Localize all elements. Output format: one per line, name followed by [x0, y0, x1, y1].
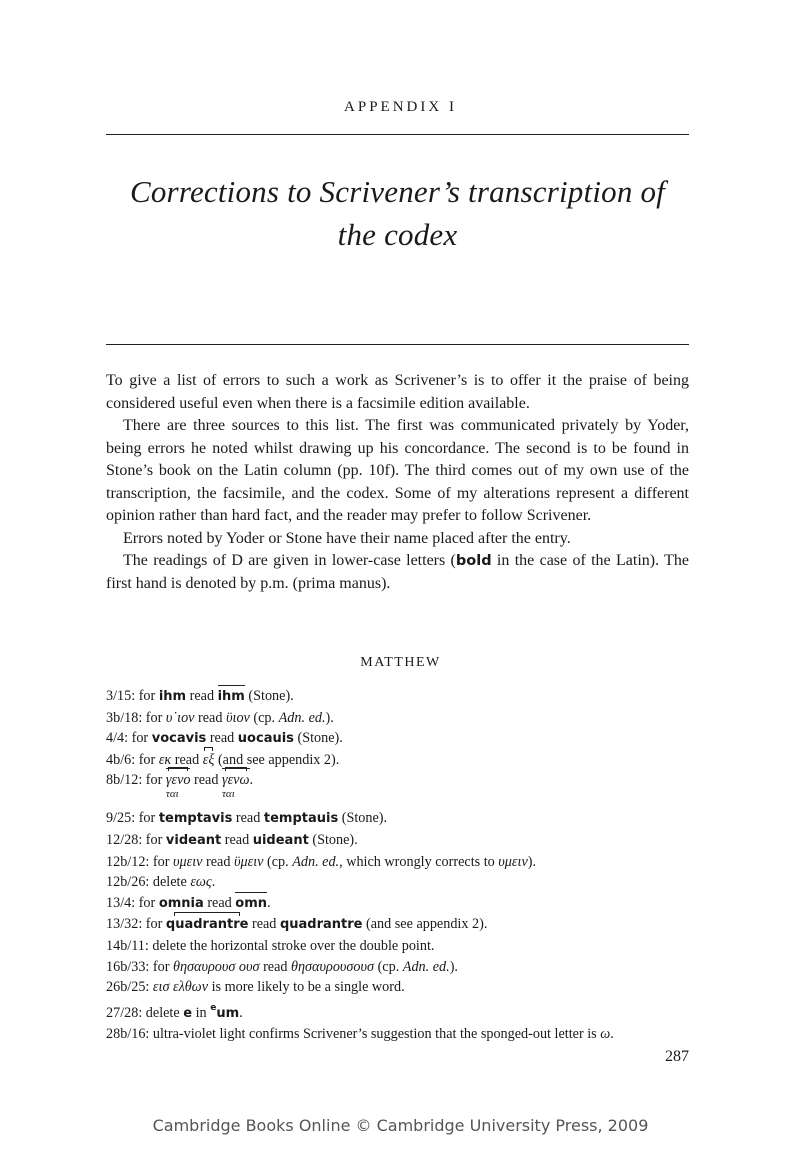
p4-bold: bold — [455, 553, 492, 569]
title-line-1: Corrections to Scrivener’s transcription of — [129, 174, 665, 209]
list-item: 16b/33: for θησαυρουσ ουσ read θησαυρουσουσ (cp. Adn. ed.). — [106, 958, 458, 975]
list-item: 27/28: delete e in $^e$um. — [106, 1002, 243, 1021]
list-item: 13/32: for quadrantre read quadrantre (and see appendix 2). — [106, 914, 706, 936]
title-rule — [106, 344, 689, 345]
list-item: 26b/25: εισ ελθων is more likely to be a single word. — [106, 979, 405, 996]
title-line-2: the codex — [337, 217, 458, 252]
list-item: 8b/12: for γενο ται read γενω ται . — [106, 772, 254, 801]
intro-paragraph-2: There are three sources to this list. The first was communicated privately by Yoder, being errors he noted whilst drawing up his concordance. The second is to be found in Stone’s book on the Latin column (pp. 10f). The third comes out of my own use of the transcription, the facsimile, and the codex. Some of my alterations represent a different opinion rather than hard fact, and the reader may prefer to follow Scrivener. — [106, 417, 689, 524]
list-item: 3b/18: for υ˙ιον read ϋιον (cp. Adn. ed.). — [106, 709, 334, 726]
p4-text-b: in the case of the Latin). The first hand is denoted by p.m. (prima manus). — [106, 552, 690, 592]
list-item: 14b/11: delete the horizontal stroke over the double point. — [106, 937, 435, 954]
page-number: 287 — [665, 1048, 689, 1065]
list-item: 4b/6: for εκ read εξ (and see appendix 2). — [106, 750, 706, 771]
copyright-footer: Cambridge Books Online © Cambridge University Press, 2009 — [152, 1116, 649, 1135]
p4-text-a: The readings of D are given in lower-case letters ( — [123, 552, 456, 569]
top-rule — [106, 134, 689, 135]
list-item: 12b/26: delete εως. — [106, 874, 216, 891]
section-heading: MATTHEW — [360, 655, 441, 670]
corrections-list — [106, 686, 706, 1045]
list-item: 9/25: for temptavis read temptauis (Stone). — [106, 810, 388, 827]
intro-paragraph-1: To give a list of errors to such a work as Scrivener’s is to offer it the praise of being considered useful even when there is a facsimile edition available. — [106, 372, 689, 412]
chapter-title — [106, 170, 689, 256]
list-item: 4/4: for vocavis read uocauis (Stone). — [106, 730, 343, 747]
appendix-heading: APPENDIX I — [344, 99, 457, 115]
list-item: 28b/16: ultra-violet light confirms Scrivener’s suggestion that the sponged-out letter is ω. — [106, 1026, 614, 1043]
list-item: 12/28: for videant read uideant (Stone). — [106, 831, 358, 848]
list-item: 3/15: for ihm read ihm (Stone). — [106, 686, 706, 708]
list-item: 13/4: for omnia read omn. — [106, 893, 706, 915]
intro-paragraph-3: Errors noted by Yoder or Stone have their name placed after the entry. — [123, 529, 571, 547]
intro-paragraph-4 — [106, 550, 689, 595]
list-item: 12b/12: for υμειν read ϋμειν (cp. Adn. ed., which wrongly corrects to υμειν). — [106, 853, 537, 870]
introduction — [106, 370, 689, 595]
